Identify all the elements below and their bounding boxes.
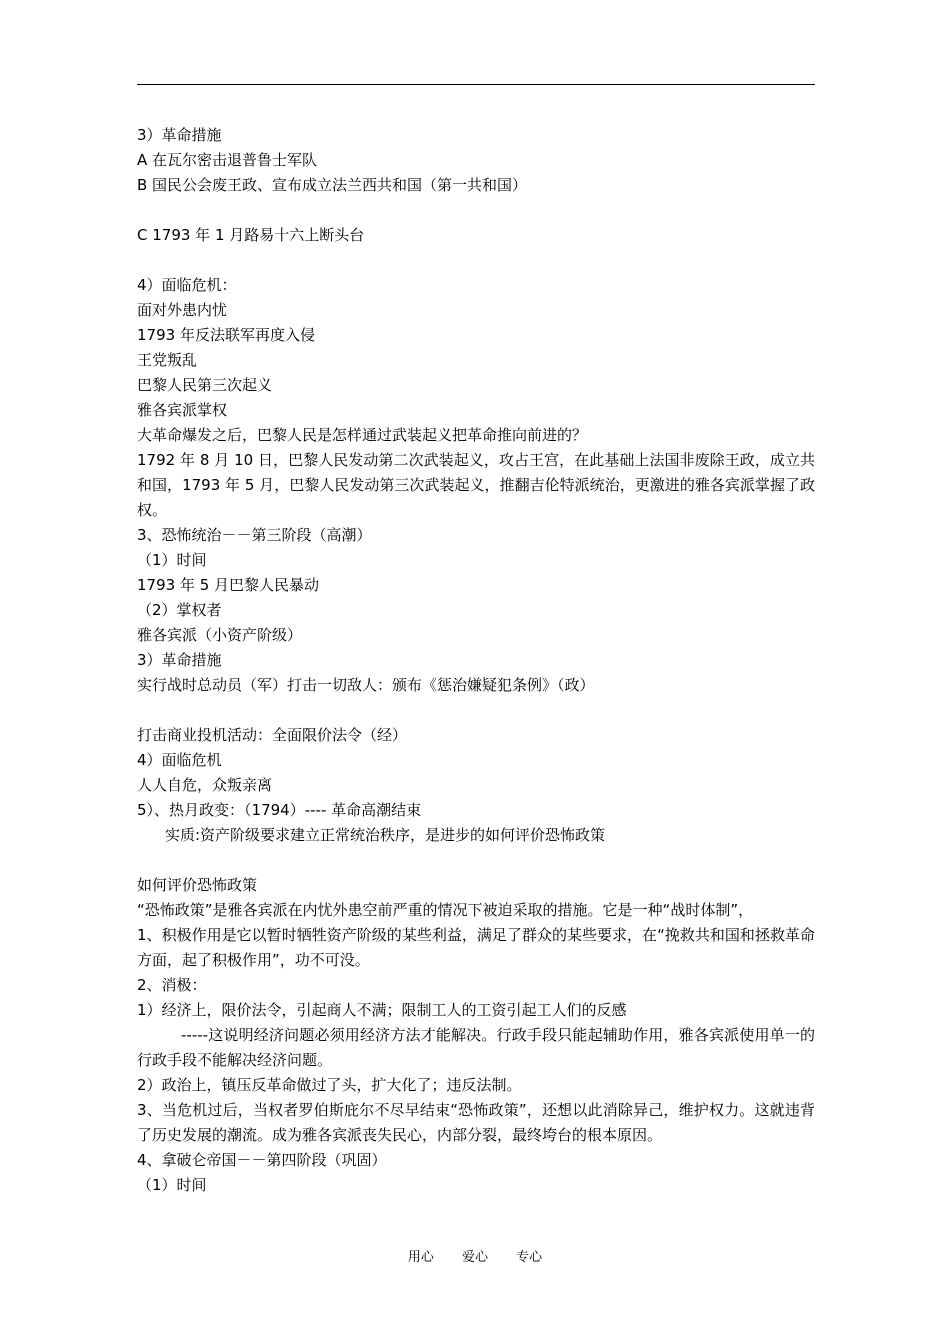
- text-line: 实质:资产阶级要求建立正常统治秩序，是进步的如何评价恐怖政策: [165, 826, 606, 844]
- text-line: 面对外患内忧: [137, 301, 228, 319]
- text-paragraph: 1、积极作用是它以暂时牺牲资产阶级的某些利益，满足了群众的某些要求，在“挽救共和国和拯救革命方面，起了积极作用”，功不可没。: [137, 926, 815, 969]
- text-line: 2、消极：: [137, 976, 207, 994]
- text-paragraph: 3、当危机过后，当权者罗伯斯庇尔不尽早结束“恐怖政策”，还想以此消除异己，维护权力。这就违背了历史发展的潮流。成为雅各宾派丧失民心，内部分裂，最终垮台的根本原因。: [137, 1101, 815, 1144]
- text-line: （1）时间: [137, 1176, 207, 1194]
- text-paragraph: “恐怖政策”是雅各宾派在内忧外患空前严重的情况下被迫采取的措施。它是一种“战时体制”，: [137, 901, 754, 919]
- text-paragraph: 1792 年 8 月 10 日，巴黎人民发动第二次武装起义，攻占王宫，在此基础上法国非废除王政，成立共和国，1793 年 5 月，巴黎人民发动第三次武装起义，推翻吉伦特派统治，更激进的雅各宾派掌握了政权。: [137, 451, 815, 519]
- document-body: [137, 123, 815, 1198]
- text-line: 3）革命措施: [137, 126, 222, 144]
- text-line: 1）经济上，限价法令，引起商人不满；限制工人的工资引起工人们的反感: [137, 1001, 627, 1019]
- text-line: （2）掌权者: [137, 601, 222, 619]
- text-line: C 1793 年 1 月路易十六上断头台: [137, 226, 365, 244]
- footer-word: 专心: [516, 1250, 543, 1265]
- text-paragraph: -----这说明经济问题必须用经济方法才能解决。行政手段只能起辅助作用，雅各宾派使用单一的行政手段不能解决经济问题。: [137, 1026, 815, 1069]
- text-line: 3）革命措施: [137, 651, 222, 669]
- text-line: A 在瓦尔密击退普鲁士军队: [137, 151, 318, 169]
- blank-line: [137, 848, 815, 873]
- footer-word: 爱心: [461, 1250, 488, 1265]
- text-line: 4）面临危机: [137, 751, 222, 769]
- text-line: 大革命爆发之后，巴黎人民是怎样通过武装起义把革命推向前进的？: [137, 426, 588, 444]
- blank-line: [137, 198, 815, 223]
- text-line: 1793 年反法联军再度入侵: [137, 326, 315, 344]
- text-line: 雅各宾派（小资产阶级）: [137, 626, 303, 644]
- text-line: 巴黎人民第三次起义: [137, 376, 273, 394]
- page-footer: [0, 1246, 950, 1265]
- text-line: 如何评价恐怖政策: [137, 876, 258, 894]
- text-line: 王党叛乱: [137, 351, 198, 369]
- blank-line: [137, 248, 815, 273]
- text-line: 2）政治上，镇压反革命做过了头，扩大化了；违反法制。: [137, 1076, 522, 1094]
- text-line: 4）面临危机：: [137, 276, 237, 294]
- text-line: 打击商业投机活动：全面限价法令（经）: [137, 726, 408, 744]
- text-line: B 国民公会废王政、宣布成立法兰西共和国（第一共和国）: [137, 176, 528, 194]
- footer-word: 用心: [407, 1250, 434, 1265]
- blank-line: [137, 698, 815, 723]
- text-line: 雅各宾派掌权: [137, 401, 228, 419]
- header-rule: [137, 84, 815, 85]
- text-line: 实行战时总动员（军）打击一切敌人：颁布《惩治嫌疑犯条例》（政）: [137, 676, 595, 694]
- section-heading: 4、拿破仑帝国－－第四阶段（巩固）: [137, 1151, 387, 1169]
- text-line: （1）时间: [137, 551, 207, 569]
- text-line: 5）、热月政变：（1794）---- 革命高潮结束: [137, 801, 422, 819]
- text-line: 人人自危，众叛亲离: [137, 776, 273, 794]
- section-heading: 3、恐怖统治－－第三阶段（高潮）: [137, 526, 372, 544]
- text-line: 1793 年 5 月巴黎人民暴动: [137, 576, 320, 594]
